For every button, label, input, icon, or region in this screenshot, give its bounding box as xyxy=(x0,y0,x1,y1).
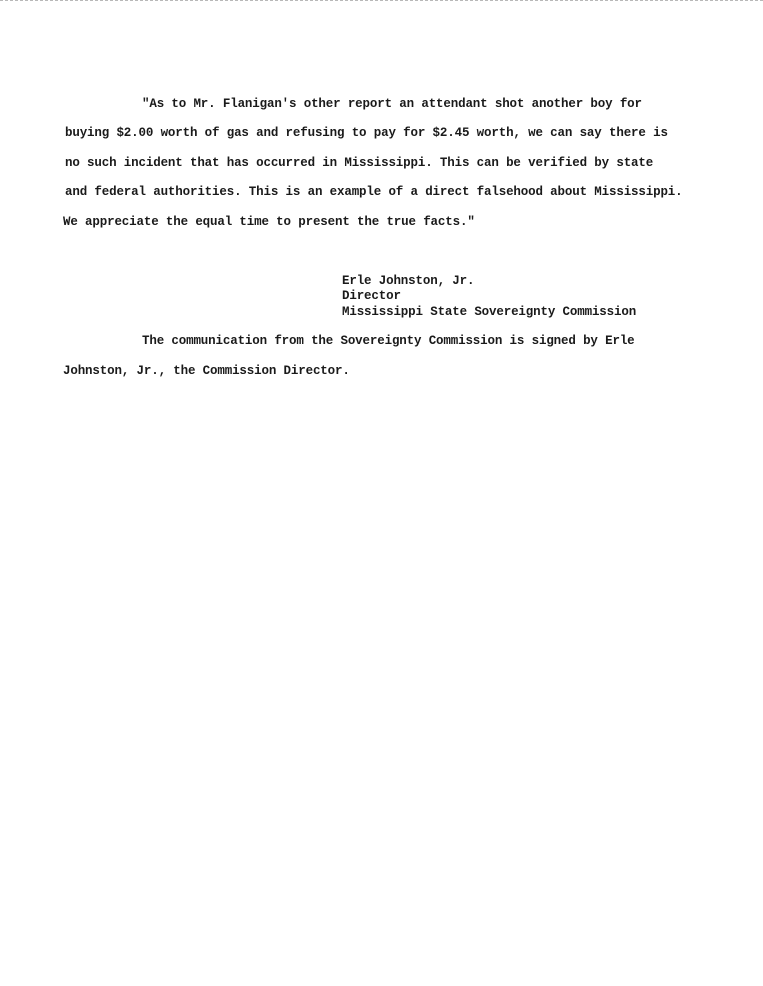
quote-line-4: and federal authorities. This is an example of a direct falsehood about Mississippi. xyxy=(65,185,683,199)
closing-line-2: Johnston, Jr., the Commission Director. xyxy=(63,364,350,378)
quote-line-2: buying $2.00 worth of gas and refusing to pay for $2.45 worth, we can say there is xyxy=(65,126,668,140)
signature-organization: Mississippi State Sovereignty Commission xyxy=(342,305,637,319)
closing-line-1: The communication from the Sovereignty Commission is signed by Erle xyxy=(142,334,635,348)
quote-line-5: We appreciate the equal time to present the true facts." xyxy=(63,215,475,229)
quote-line-3: no such incident that has occurred in Mississippi. This can be verified by state xyxy=(65,156,654,170)
signature-name: Erle Johnston, Jr. xyxy=(342,274,475,288)
signature-title: Director xyxy=(342,289,401,303)
quote-line-1: "As to Mr. Flanigan's other report an attendant shot another boy for xyxy=(142,97,642,111)
